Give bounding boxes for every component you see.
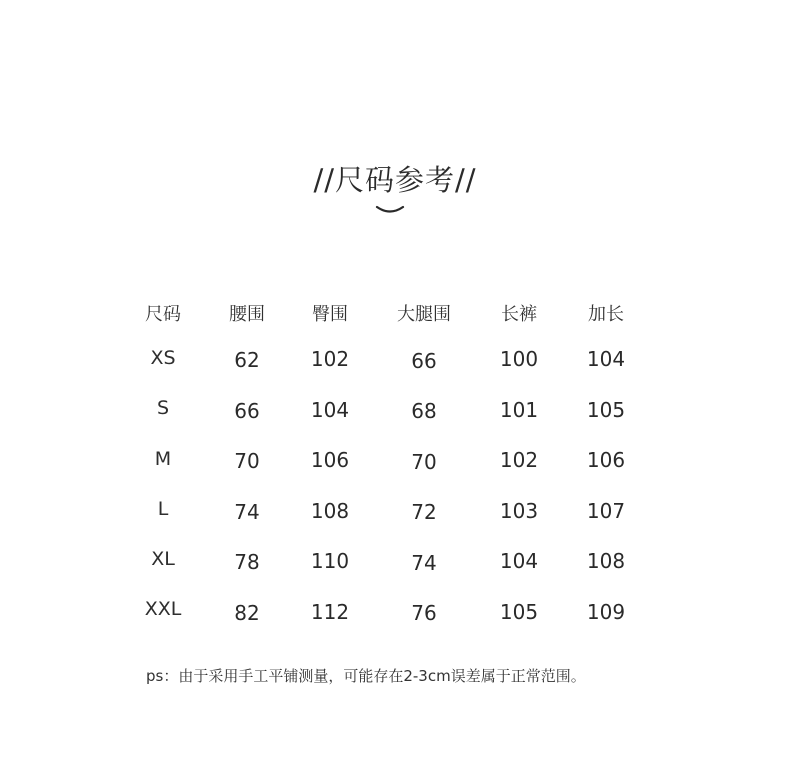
table-cell: 68 [411,399,437,423]
table-cell: 108 [310,499,350,523]
table-cell: 74 [411,551,437,575]
table-cell: 108 [586,549,626,573]
table-cell: 106 [586,448,626,472]
table-cell: 70 [234,449,260,473]
table-cell: 110 [310,549,350,573]
table-cell: 66 [234,399,260,423]
table-cell-size: XL [151,548,175,570]
header-waist: 腰围 [229,304,265,325]
table-cell: 62 [234,348,260,372]
table-cell: 109 [586,600,626,624]
header-hip: 臀围 [312,304,348,325]
measurement-note: ps：由于采用手工平铺测量，可能存在2-3cm误差属于正常范围。 [146,667,586,685]
table-cell-size: XXL [144,598,182,620]
page-title: //尺码参考// [313,163,477,197]
table-cell: 107 [586,499,626,523]
table-cell-size: L [157,498,169,520]
table-cell: 100 [499,347,539,371]
table-cell: 104 [499,549,539,573]
table-cell: 102 [310,347,350,371]
smile-curve-icon [375,202,405,218]
header-size: 尺码 [145,304,181,325]
table-cell: 70 [411,450,437,474]
table-cell-size: S [156,397,170,419]
table-cell: 78 [234,550,260,574]
table-cell: 82 [234,601,260,625]
table-cell: 104 [586,347,626,371]
header-thigh: 大腿围 [397,304,451,325]
table-cell: 106 [310,448,350,472]
table-cell: 101 [499,398,539,422]
table-cell: 102 [499,448,539,472]
table-cell: 66 [411,349,437,373]
table-cell: 104 [310,398,350,422]
table-cell: 103 [499,499,539,523]
table-cell: 105 [499,600,539,624]
table-cell: 72 [411,500,437,524]
table-cell-size: M [154,448,172,470]
table-cell-size: XS [150,347,176,369]
table-cell: 74 [234,500,260,524]
table-cell: 105 [586,398,626,422]
header-pants-length: 长裤 [501,304,537,325]
header-extended-length: 加长 [588,304,624,325]
table-cell: 76 [411,601,437,625]
table-cell: 112 [310,600,350,624]
